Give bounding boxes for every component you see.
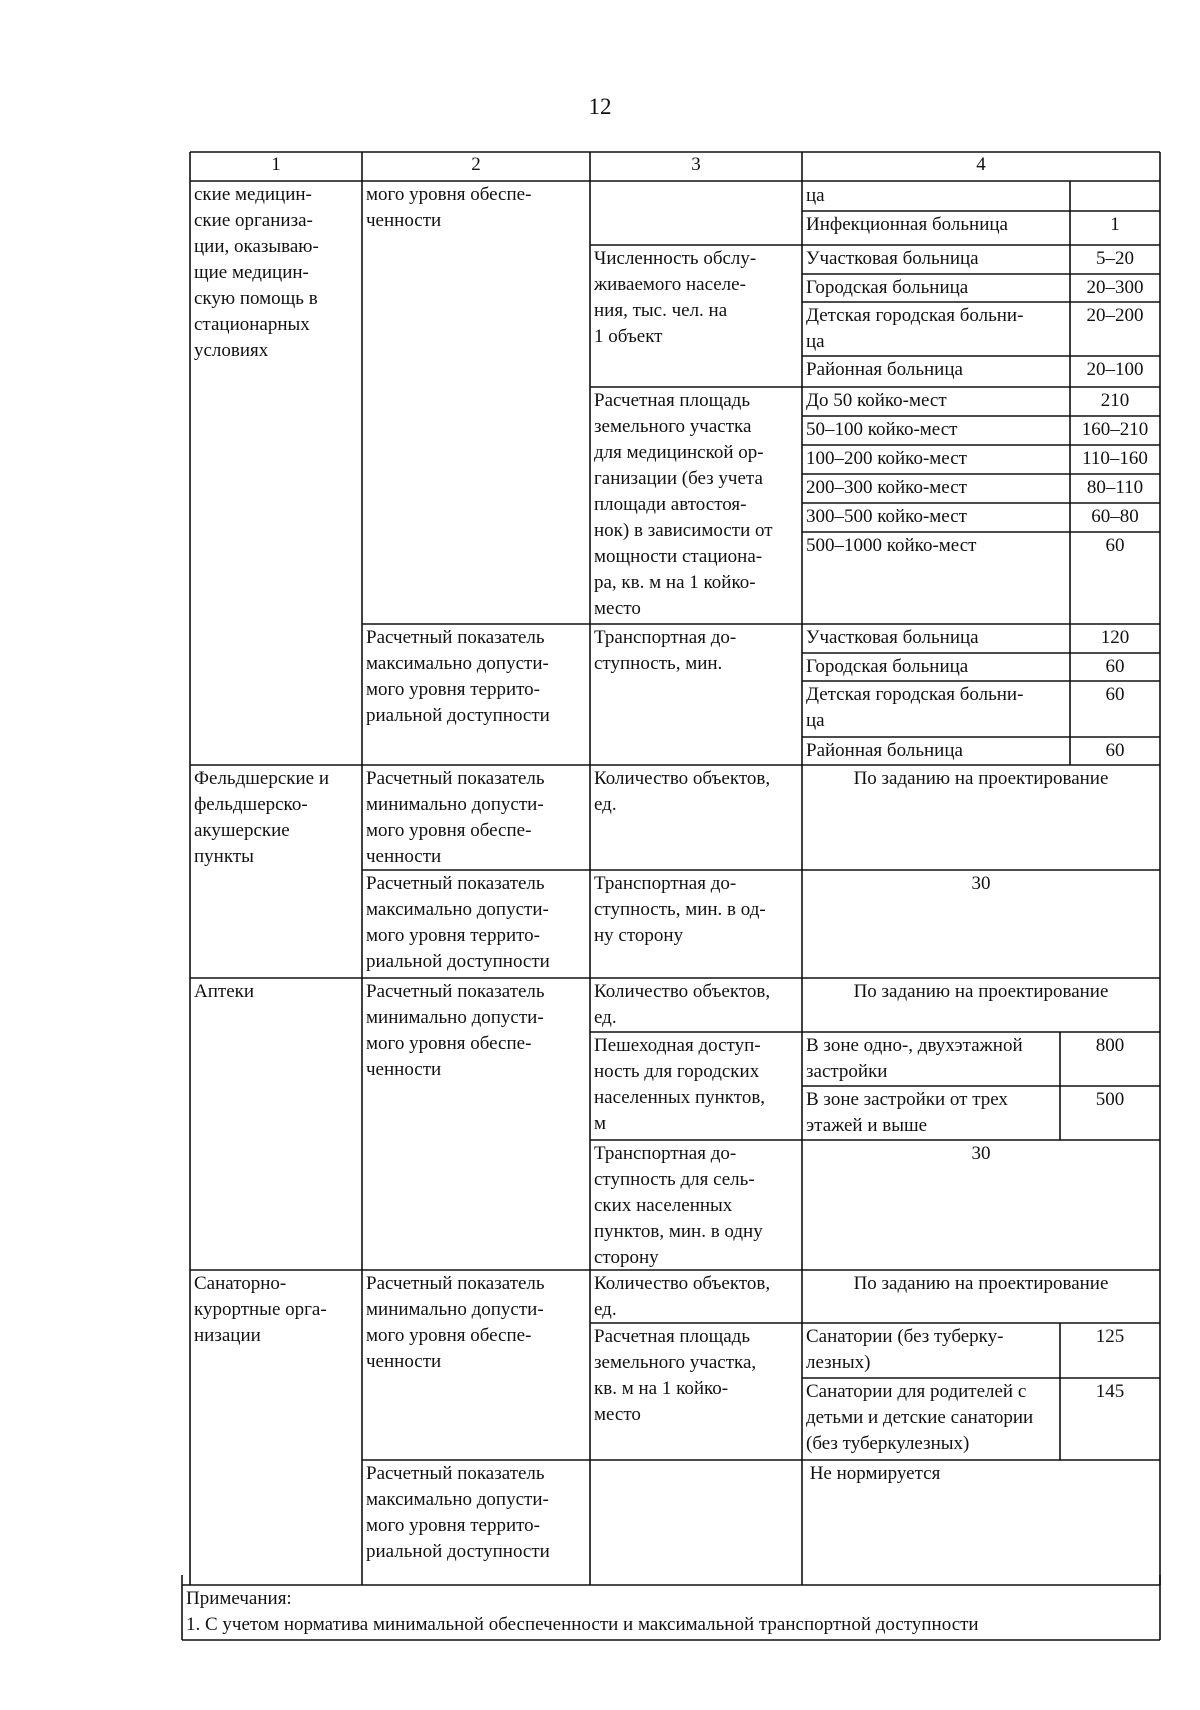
notes-line-1: 1. С учетом норматива минимальной обеспеченности и максимальной транспортной доступности bbox=[186, 1614, 979, 1635]
area-row-value: 60–80 bbox=[1091, 506, 1139, 527]
population-row-label: Детская городская больни- ца bbox=[806, 305, 1024, 352]
area-row-value: 110–160 bbox=[1082, 448, 1148, 469]
hospitals-indicator-provision: мого уровня обеспе- ченности bbox=[366, 184, 532, 231]
sanatoriums-indicator-provision: Расчетный показатель минимально допусти- мого уровня обеспе- ченности bbox=[366, 1273, 545, 1372]
population-row-value: 20–300 bbox=[1086, 277, 1144, 298]
area-row-value: 210 bbox=[1100, 390, 1130, 411]
area-row-label: 100–200 койко-мест bbox=[806, 448, 967, 469]
transport-row-value: 60 bbox=[1105, 656, 1125, 677]
sanatoriums-indicator-access: Расчетный показатель максимально допусти- мого уровня террито- риальной доступности bbox=[366, 1463, 550, 1562]
pharmacies-walk-row-label: В зоне одно-, двухэтажной застройки bbox=[806, 1035, 1023, 1082]
page-number: 12 bbox=[588, 94, 612, 119]
population-row-value: 20–200 bbox=[1086, 305, 1144, 326]
population-parameter: Численность обслу- живаемого населе- ния, тыс. чел. на 1 объект bbox=[594, 248, 757, 347]
area-row-value: 160–210 bbox=[1081, 419, 1149, 440]
sanatoriums-area-row-label: Санатории для родителей с детьми и детские санатории (без туберкулезных) bbox=[806, 1381, 1034, 1454]
population-row-label: Участковая больница bbox=[806, 248, 979, 269]
header-col-1: 1 bbox=[271, 154, 281, 175]
pharmacies-walk-row-value: 500 bbox=[1095, 1089, 1125, 1110]
area-row-value: 80–110 bbox=[1086, 477, 1144, 498]
population-row-label: Городская больница bbox=[806, 277, 969, 298]
hospitals-row-value: 1 bbox=[1110, 214, 1120, 235]
transport-parameter: Транспортная до- ступность, мин. bbox=[594, 627, 737, 674]
pharmacies-transport-value: 30 bbox=[971, 1143, 991, 1164]
feldsher-transport-value: 30 bbox=[971, 873, 991, 894]
sanatoriums-area-row-value: 125 bbox=[1095, 1326, 1125, 1347]
transport-row-value: 60 bbox=[1105, 740, 1125, 761]
pharmacies-transport-parameter: Транспортная до- ступность для сель- ских населенных пунктов, мин. в одну сторону bbox=[594, 1143, 763, 1268]
transport-row-label: Детская городская больни- ца bbox=[806, 684, 1024, 731]
pharmacies-count-value: По заданию на проектирование bbox=[853, 981, 1109, 1002]
transport-row-label: Участковая больница bbox=[806, 627, 979, 648]
area-row-label: 500–1000 койко-мест bbox=[806, 535, 977, 556]
transport-row-label: Районная больница bbox=[806, 740, 963, 761]
feldsher-indicator-access: Расчетный показатель максимально допусти- мого уровня террито- риальной доступности bbox=[366, 873, 550, 972]
hospitals-row-label: ца bbox=[806, 185, 825, 206]
transport-row-label: Городская больница bbox=[806, 656, 969, 677]
feldsher-transport-parameter: Транспортная до- ступность, мин. в од- ну сторону bbox=[594, 873, 766, 946]
header-col-4: 4 bbox=[976, 154, 986, 175]
hospitals-row-label: Инфекционная больница bbox=[806, 214, 1008, 235]
pharmacies-walk-row-value: 800 bbox=[1095, 1035, 1125, 1056]
sanatoriums-count-value: По заданию на проектирование bbox=[853, 1273, 1109, 1294]
area-row-label: 50–100 койко-мест bbox=[806, 419, 958, 440]
sanatoriums-area-row-value: 145 bbox=[1095, 1381, 1125, 1402]
pharmacies-object: Аптеки bbox=[194, 981, 255, 1002]
pharmacies-walk-row-label: В зоне застройки от трех этажей и выше bbox=[806, 1089, 1008, 1136]
transport-row-value: 120 bbox=[1100, 627, 1130, 648]
pharmacies-walk-parameter: Пешеходная доступ- ность для городских населенных пунктов, м bbox=[594, 1035, 766, 1134]
pharmacies-indicator: Расчетный показатель минимально допусти- мого уровня обеспе- ченности bbox=[366, 981, 545, 1080]
header-col-2: 2 bbox=[471, 154, 481, 175]
area-row-label: 200–300 койко-мест bbox=[806, 477, 967, 498]
transport-row-value: 60 bbox=[1105, 684, 1125, 705]
notes-title: Примечания: bbox=[186, 1588, 292, 1609]
pharmacies-count-parameter: Количество объектов, ед. bbox=[594, 981, 771, 1028]
population-row-label: Районная больница bbox=[806, 359, 963, 380]
sanatoriums-count-parameter: Количество объектов, ед. bbox=[594, 1273, 771, 1320]
feldsher-object: Фельдшерские и фельдшерско- акушерские пункты bbox=[194, 768, 330, 867]
feldsher-count-value: По заданию на проектирование bbox=[853, 768, 1109, 789]
sanatoriums-area-parameter: Расчетная площадь земельного участка, кв. м на 1 койко- место bbox=[594, 1326, 757, 1425]
feldsher-count-parameter: Количество объектов, ед. bbox=[594, 768, 771, 815]
population-row-value: 20–100 bbox=[1086, 359, 1144, 380]
area-row-value: 60 bbox=[1105, 535, 1125, 556]
hospitals-object: ские медицин- ские организа- ции, оказываю- щие медицин- скую помощь в стационарных условиях bbox=[194, 184, 319, 361]
feldsher-indicator-provision: Расчетный показатель минимально допусти- мого уровня обеспе- ченности bbox=[366, 768, 545, 867]
header-col-3: 3 bbox=[691, 154, 701, 175]
area-row-label: 300–500 койко-мест bbox=[806, 506, 967, 527]
population-row-value: 5–20 bbox=[1096, 248, 1134, 269]
area-parameter: Расчетная площадь земельного участка для медицинской ор- ганизации (без учета площади автостоя- нок) в зависимости от мощности стациона- ра, кв. м на 1 койко- место bbox=[594, 390, 773, 619]
sanatoriums-area-row-label: Санатории (без туберку- лезных) bbox=[806, 1326, 1004, 1373]
sanatoriums-object: Санаторно- курортные орга- низации bbox=[194, 1273, 327, 1346]
hospitals-indicator-access: Расчетный показатель максимально допусти- мого уровня террито- риальной доступности bbox=[366, 627, 550, 726]
area-row-label: До 50 койко-мест bbox=[806, 390, 947, 411]
sanatoriums-access-value: Не нормируется bbox=[809, 1463, 941, 1484]
